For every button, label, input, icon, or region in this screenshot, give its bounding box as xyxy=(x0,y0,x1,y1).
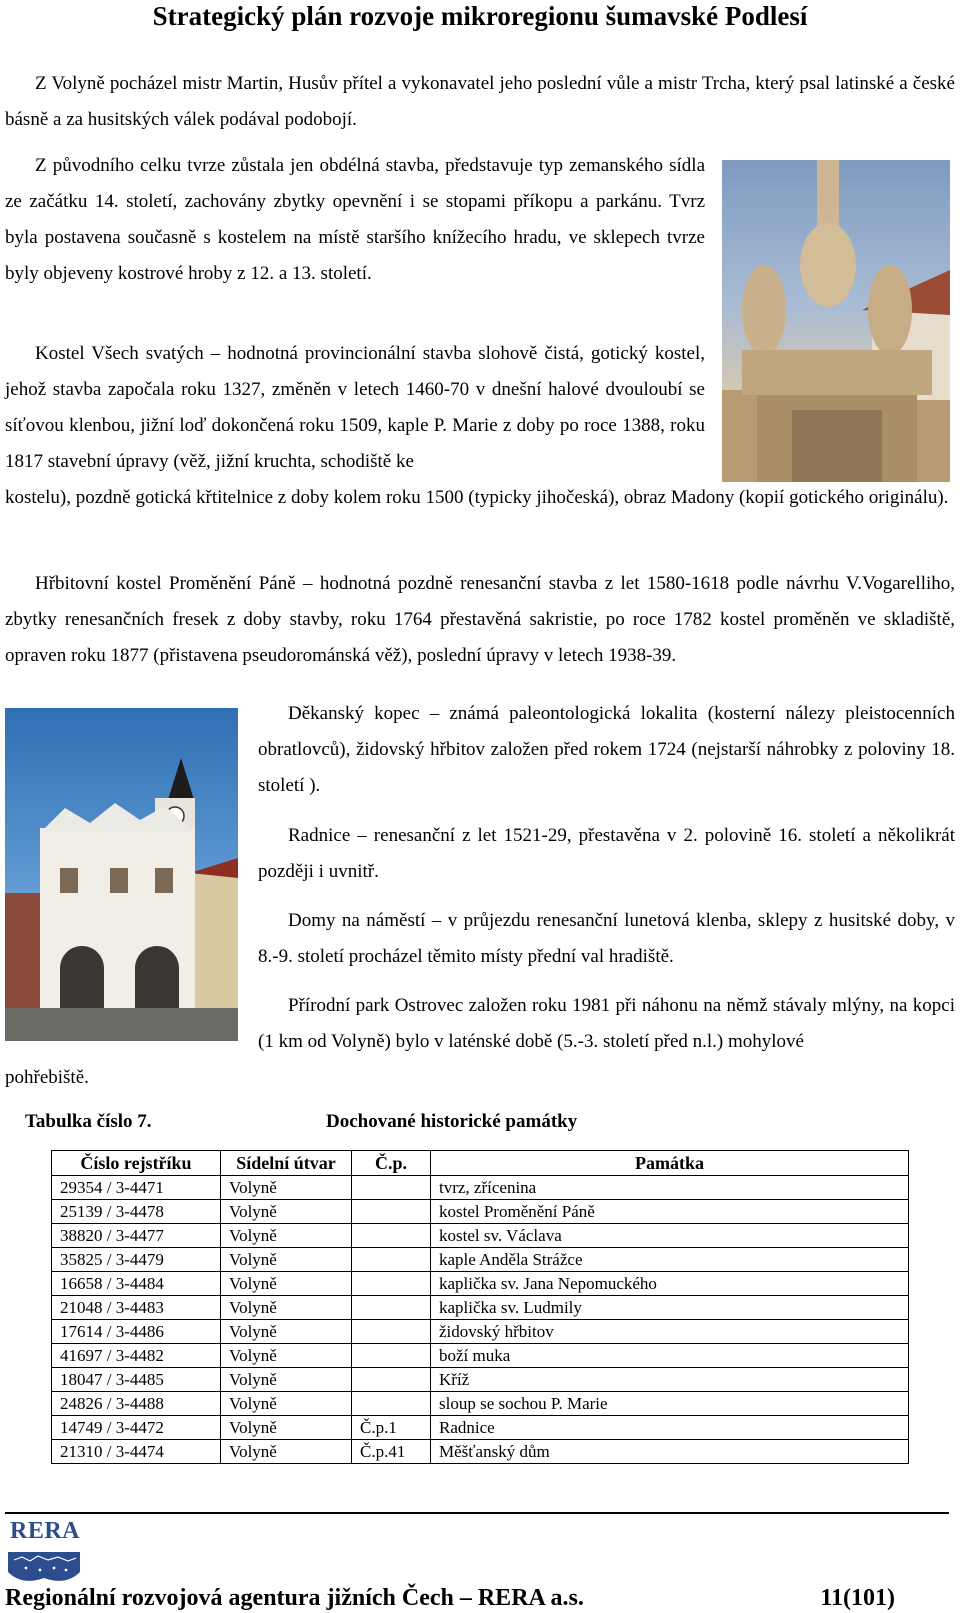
cell-register-number: 21310 / 3-4474 xyxy=(52,1440,221,1464)
paragraph-fortress: Z původního celku tvrze zůstala jen obdélná stavba, představuje typ zemanského sídla ze začátku 14. století, zachovány zbytky opevnění i se stopami příkopu a parkánu. Tvrz byla postavena současně s kostelem na místě staršího knížecího hradu, ve sklepech tvrze byly objeveny kostrové hroby z 12. a 13. století. xyxy=(5,155,705,284)
footer-divider xyxy=(5,1512,949,1514)
cell-register-number: 35825 / 3-4479 xyxy=(52,1248,221,1272)
cell-settlement: Volyně xyxy=(221,1296,352,1320)
cell-house-number xyxy=(352,1296,431,1320)
cell-settlement: Volyně xyxy=(221,1320,352,1344)
paragraph-dekansky-kopec: Děkanský kopec – známá paleontologická lokalita (kosterní nálezy pleistocenních obratlovců), židovský hřbitov založen před rokem 1724 (nejstarší náhrobky z poloviny 18. století ). xyxy=(258,703,955,796)
table-header-row xyxy=(52,1151,909,1176)
cell-house-number xyxy=(352,1272,431,1296)
cell-register-number: 38820 / 3-4477 xyxy=(52,1224,221,1248)
table-row xyxy=(52,1176,909,1200)
cell-settlement: Volyně xyxy=(221,1248,352,1272)
header-settlement: Sídelní útvar xyxy=(221,1151,352,1176)
cell-register-number: 24826 / 3-4488 xyxy=(52,1392,221,1416)
paragraph-all-saints-church: Kostel Všech svatých – hodnotná provincionální stavba slohově čistá, gotický kostel, jehož stavba započala roku 1327, změněn v letech 1460-70 v dnešní halové dvouloubí se síťovou klenbou, jižní loď dokončená roku 1509, kaple P. Marie z doby po roce 1388, roku 1817 stavební úpravy (věž, jižní kruchta, schodiště ke xyxy=(5,343,705,472)
table-row xyxy=(52,1272,909,1296)
cell-house-number: Č.p.1 xyxy=(352,1416,431,1440)
paragraph-all-saints-church-cont: kostelu), pozdně gotická křtitelnice z doby kolem roku 1500 (typicky jihočeská), obraz Madony (kopií gotického originálu). xyxy=(5,487,949,508)
cell-settlement: Volyně xyxy=(221,1176,352,1200)
header-monument: Památka xyxy=(431,1151,909,1176)
statue-photo xyxy=(722,160,950,482)
cell-settlement: Volyně xyxy=(221,1440,352,1464)
cell-settlement: Volyně xyxy=(221,1344,352,1368)
table-row xyxy=(52,1344,909,1368)
table-row xyxy=(52,1392,909,1416)
table-row xyxy=(52,1416,909,1440)
cell-house-number xyxy=(352,1248,431,1272)
cell-monument: Radnice xyxy=(431,1416,909,1440)
cell-monument: židovský hřbitov xyxy=(431,1320,909,1344)
header-house-number: Č.p. xyxy=(352,1151,431,1176)
cell-register-number: 18047 / 3-4485 xyxy=(52,1368,221,1392)
cell-monument: Měšťanský dům xyxy=(431,1440,909,1464)
page-title: Strategický plán rozvoje mikroregionu šumavské Podlesí xyxy=(152,1,808,31)
footer-agency: Regionální rozvojová agentura jižních Čech – RERA a.s. xyxy=(5,1585,584,1611)
table-row xyxy=(52,1440,909,1464)
cell-house-number xyxy=(352,1392,431,1416)
table-row xyxy=(52,1368,909,1392)
paragraph-ostrovec-park-cont: pohřebiště. xyxy=(5,1067,89,1088)
cell-monument: kaplička sv. Jana Nepomuckého xyxy=(431,1272,909,1296)
cell-register-number: 16658 / 3-4484 xyxy=(52,1272,221,1296)
cell-register-number: 25139 / 3-4478 xyxy=(52,1200,221,1224)
cell-house-number xyxy=(352,1200,431,1224)
header-register-number: Číslo rejstříku xyxy=(52,1151,221,1176)
cell-settlement: Volyně xyxy=(221,1368,352,1392)
cell-register-number: 21048 / 3-4483 xyxy=(52,1296,221,1320)
table-row xyxy=(52,1248,909,1272)
cell-register-number: 17614 / 3-4486 xyxy=(52,1320,221,1344)
paragraph-cemetery-church: Hřbitovní kostel Proměnění Páně – hodnotná pozdně renesanční stavba z let 1580-1618 podle návrhu V.Vogarelliho, zbytky renesančních fresek z doby stavby, roku 1764 přestavěná sakristie, po roce 1782 kostel proměněn ve skladiště, opraven roku 1877 (přistavena pseudorománská věž), poslední úpravy v letech 1938-39. xyxy=(5,573,955,666)
cell-house-number xyxy=(352,1368,431,1392)
page-number: 11(101) xyxy=(820,1585,895,1611)
cell-monument: kostel Proměnění Páně xyxy=(431,1200,909,1224)
paragraph-town-hall: Radnice – renesanční z let 1521-29, přestavěna v 2. polovině 16. století a několikrát později i uvnitř. xyxy=(258,825,955,882)
cell-register-number: 29354 / 3-4471 xyxy=(52,1176,221,1200)
cell-house-number xyxy=(352,1224,431,1248)
cell-register-number: 41697 / 3-4482 xyxy=(52,1344,221,1368)
table-row xyxy=(52,1200,909,1224)
cell-settlement: Volyně xyxy=(221,1272,352,1296)
table-row xyxy=(52,1224,909,1248)
cell-monument: Kříž xyxy=(431,1368,909,1392)
cell-house-number xyxy=(352,1344,431,1368)
cell-house-number: Č.p.41 xyxy=(352,1440,431,1464)
table-caption-number: Tabulka číslo 7. xyxy=(25,1111,152,1132)
cell-settlement: Volyně xyxy=(221,1392,352,1416)
cell-monument: kostel sv. Václava xyxy=(431,1224,909,1248)
monuments-table xyxy=(51,1150,909,1464)
paragraph-origin: Z Volyně pocházel mistr Martin, Husův přítel a vykonavatel jeho poslední vůle a mistr Trcha, který psal latinské a české básně a za husitských válek podával podobojí. xyxy=(5,73,955,130)
cell-house-number xyxy=(352,1320,431,1344)
cell-monument: tvrz, zřícenina xyxy=(431,1176,909,1200)
table-row xyxy=(52,1296,909,1320)
cell-monument: kaple Anděla Strážce xyxy=(431,1248,909,1272)
table-row xyxy=(52,1320,909,1344)
cell-monument: kaplička sv. Ludmily xyxy=(431,1296,909,1320)
rera-logo xyxy=(8,1518,80,1586)
table-caption-title: Dochované historické památky xyxy=(326,1111,578,1132)
town-hall-photo xyxy=(5,708,238,1041)
cell-house-number xyxy=(352,1176,431,1200)
cell-settlement: Volyně xyxy=(221,1416,352,1440)
rera-logo-text: RERA xyxy=(10,1518,81,1544)
cell-monument: boží muka xyxy=(431,1344,909,1368)
rera-logo-mark xyxy=(8,1548,80,1586)
cell-settlement: Volyně xyxy=(221,1200,352,1224)
cell-register-number: 14749 / 3-4472 xyxy=(52,1416,221,1440)
paragraph-ostrovec-park: Přírodní park Ostrovec založen roku 1981 při náhonu na němž stávaly mlýny, na kopci (1 km od Volyně) bylo v laténské době (5.-3. století před n.l.) mohylové xyxy=(258,995,955,1052)
cell-settlement: Volyně xyxy=(221,1224,352,1248)
paragraph-square-houses: Domy na náměstí – v průjezdu renesanční lunetová klenba, sklepy z husitské doby, v 8.-9. století procházel těmito místy přední val hradiště. xyxy=(258,910,955,967)
cell-monument: sloup se sochou P. Marie xyxy=(431,1392,909,1416)
